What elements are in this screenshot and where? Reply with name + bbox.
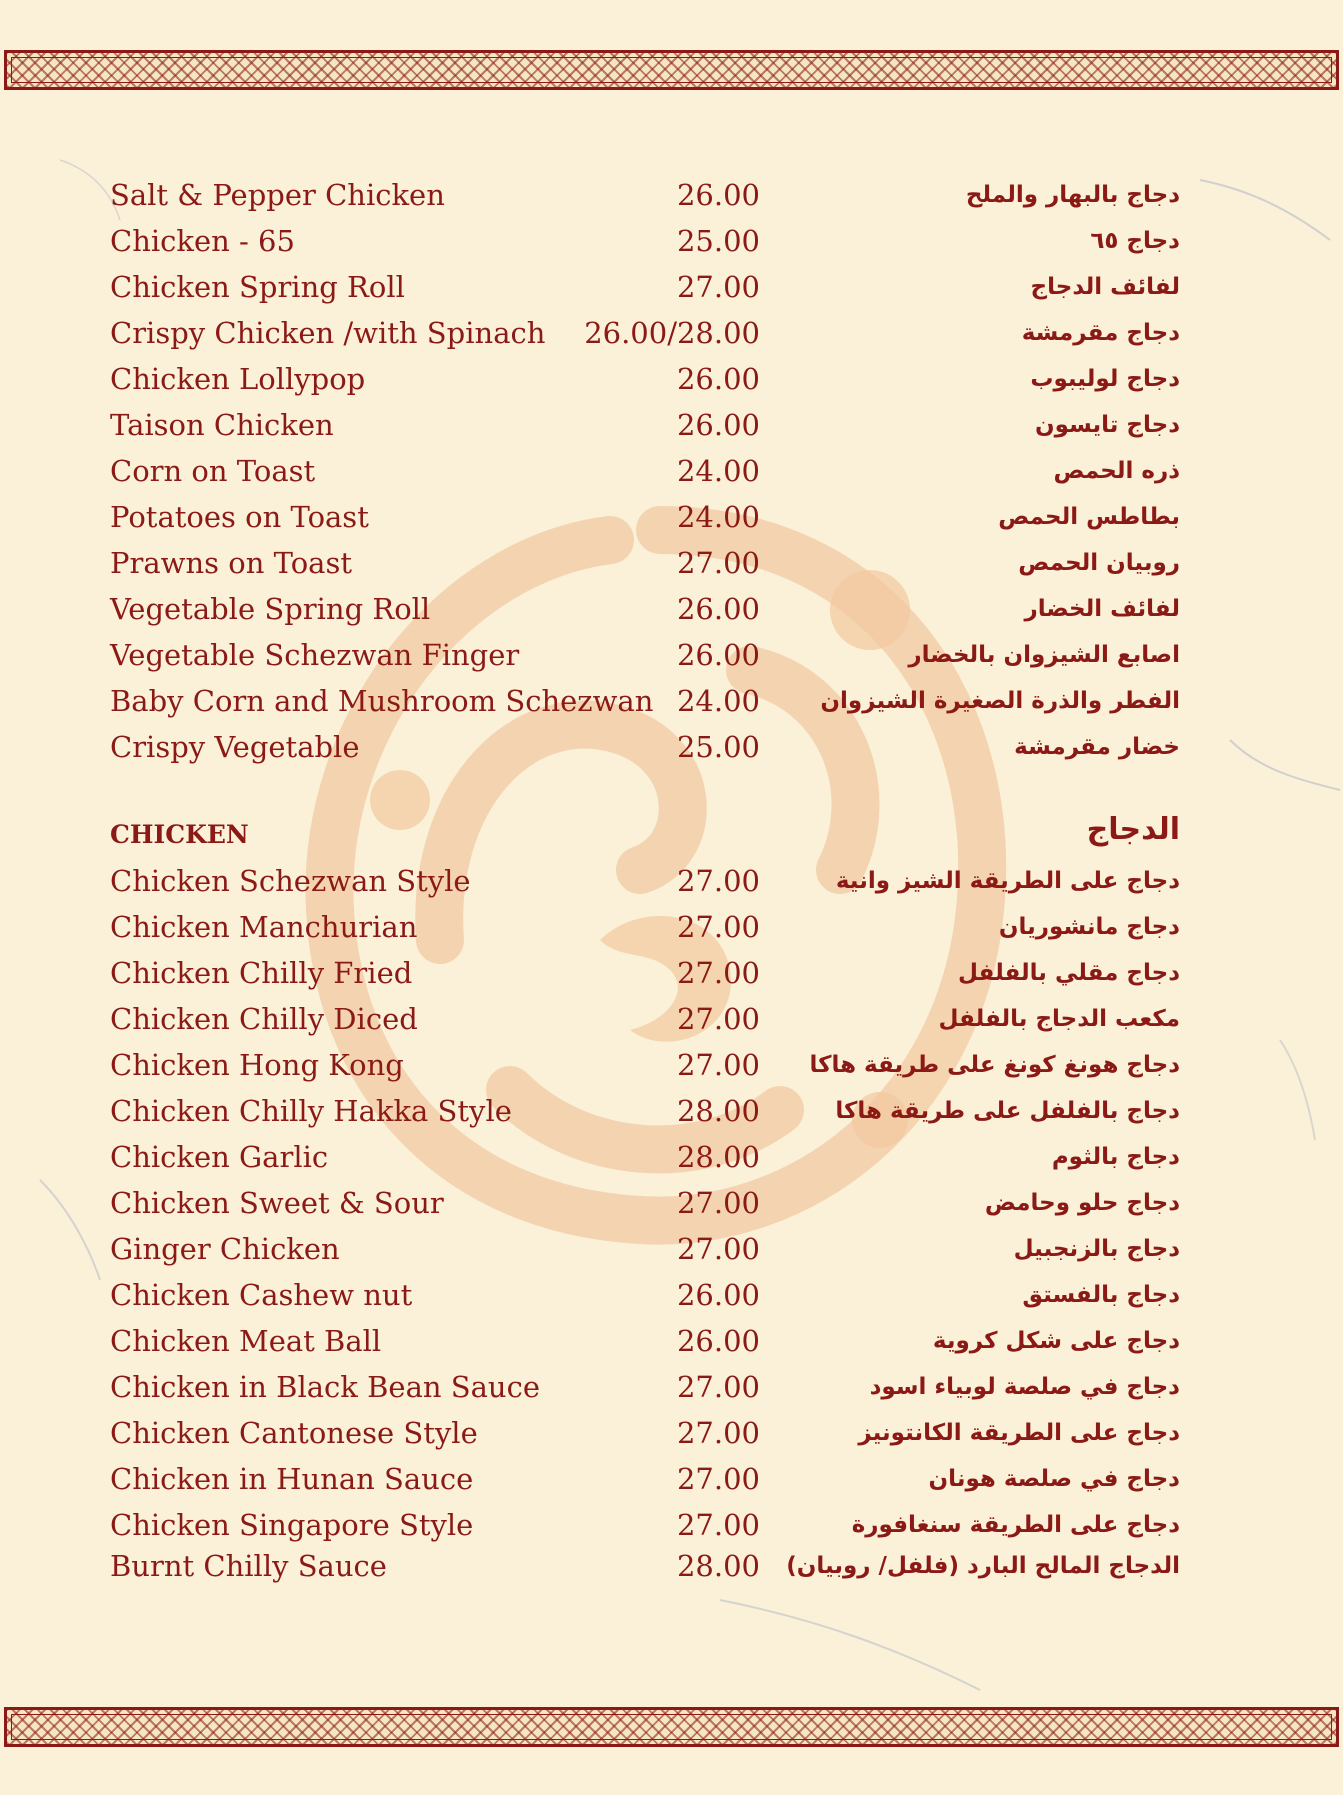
item-price: 24.00 [676,684,760,718]
item-name-ar: لفائف الدجاج [1030,274,1180,300]
section-title-en: CHICKEN [110,820,249,849]
item-name-en: Crispy Vegetable [110,730,360,764]
item-price: 26.00/28.00 [584,316,760,350]
item-price: 27.00 [676,956,760,990]
item-price: 26.00 [676,592,760,626]
menu-item [0,175,1343,215]
item-price: 27.00 [676,1186,760,1220]
item-price: 26.00 [676,1278,760,1312]
item-name-en: Corn on Toast [110,454,316,488]
item-price: 26.00 [676,408,760,442]
item-price: 25.00 [676,730,760,764]
menu-item [0,1546,1343,1586]
item-price: 27.00 [676,1232,760,1266]
item-price: 26.00 [676,1324,760,1358]
item-name-ar: لفائف الخضار [1024,596,1180,622]
item-price: 27.00 [676,270,760,304]
item-name-ar: دجاج بالفستق [1022,1282,1180,1308]
menu-item [0,953,1343,993]
menu-item [0,1137,1343,1177]
menu-item [0,497,1343,537]
item-price: 27.00 [676,1508,760,1542]
item-name-en: Baby Corn and Mushroom Schezwan [110,684,654,718]
item-name-ar: ذره الحمص [1053,458,1180,484]
item-price: 26.00 [676,638,760,672]
item-name-ar: روبيان الحمص [1018,550,1180,576]
item-name-ar: دجاج في صلصة لوبياء اسود [869,1374,1180,1400]
item-name-en: Chicken Chilly Hakka Style [110,1094,512,1128]
item-name-ar: مكعب الدجاج بالفلفل [938,1006,1180,1032]
item-name-ar: دجاج على الطريقة سنغافورة [851,1512,1180,1538]
item-name-ar: دجاج تايسون [1035,412,1180,438]
item-name-en: Chicken Schezwan Style [110,864,471,898]
decorative-border-top [4,50,1339,90]
menu-item [0,405,1343,445]
item-price: 26.00 [676,178,760,212]
item-name-en: Vegetable Schezwan Finger [110,638,520,672]
menu-item [0,1321,1343,1361]
menu-item [0,861,1343,901]
menu-item [0,313,1343,353]
menu-item [0,1505,1343,1545]
menu-item [0,1459,1343,1499]
item-price: 24.00 [676,454,760,488]
item-price: 27.00 [676,1002,760,1036]
item-price: 27.00 [676,1370,760,1404]
item-name-en: Chicken Sweet & Sour [110,1186,444,1220]
item-name-ar: دجاج حلو وحامض [984,1190,1180,1216]
item-price: 28.00 [676,1094,760,1128]
item-name-ar: دجاج على الطريقة الشيز وانية [835,868,1180,894]
item-name-en: Burnt Chilly Sauce [110,1549,387,1583]
menu-item [0,999,1343,1039]
menu-item [0,1275,1343,1315]
item-name-en: Crispy Chicken /with Spinach [110,316,546,350]
item-name-ar: الفطر والذرة الصغيرة الشيزوان [820,688,1180,714]
item-name-en: Chicken Spring Roll [110,270,405,304]
item-name-en: Salt & Pepper Chicken [110,178,445,212]
item-price: 27.00 [676,864,760,898]
item-name-en: Chicken Chilly Fried [110,956,413,990]
item-name-ar: دجاج في صلصة هونان [928,1466,1180,1492]
menu-item [0,681,1343,721]
item-name-en: Vegetable Spring Roll [110,592,431,626]
item-price: 27.00 [676,910,760,944]
item-name-ar: دجاج هونغ كونغ على طريقة هاكا [809,1052,1180,1078]
item-price: 25.00 [676,224,760,258]
item-price: 28.00 [676,1140,760,1174]
item-name-en: Prawns on Toast [110,546,352,580]
item-name-en: Chicken in Black Bean Sauce [110,1370,540,1404]
item-name-en: Chicken Hong Kong [110,1048,404,1082]
item-name-en: Chicken Manchurian [110,910,418,944]
item-price: 26.00 [676,362,760,396]
menu-item [0,1091,1343,1131]
item-name-en: Chicken Cashew nut [110,1278,413,1312]
item-name-en: Ginger Chicken [110,1232,340,1266]
menu-item [0,1045,1343,1085]
item-name-ar: اصابع الشيزوان بالخضار [908,642,1180,668]
item-name-ar: دجاج مقرمشة [1021,320,1180,346]
item-name-ar: دجاج لوليبوب [1030,366,1180,392]
item-name-ar: الدجاج المالح البارد (فلفل/ روبيان) [786,1553,1180,1579]
menu-item [0,543,1343,583]
item-price: 27.00 [676,1462,760,1496]
item-name-en: Chicken Lollypop [110,362,366,396]
item-name-ar: دجاج على الطريقة الكانتونيز [858,1420,1180,1446]
item-name-ar: دجاج مانشوريان [998,914,1180,940]
menu-item [0,1183,1343,1223]
item-price: 27.00 [676,1048,760,1082]
menu-item [0,359,1343,399]
item-name-ar: دجاج بالزنجبيل [1013,1236,1180,1262]
item-price: 27.00 [676,1416,760,1450]
item-name-ar: بطاطس الحمص [998,504,1180,530]
item-name-en: Potatoes on Toast [110,500,369,534]
item-name-en: Chicken - 65 [110,224,295,258]
section-title-ar: الدجاج [1086,812,1180,847]
menu-item [0,1413,1343,1453]
item-name-en: Chicken Singapore Style [110,1508,474,1542]
item-name-ar: دجاج مقلي بالفلفل [958,960,1180,986]
item-name-en: Chicken Meat Ball [110,1324,382,1358]
menu-item [0,1229,1343,1269]
item-name-ar: خضار مقرمشة [1014,734,1180,760]
menu-item [0,635,1343,675]
item-price: 24.00 [676,500,760,534]
item-name-ar: دجاج بالثوم [1051,1144,1180,1170]
item-name-ar: دجاج بالبهار والملح [965,182,1180,208]
menu-item [0,267,1343,307]
item-price: 27.00 [676,546,760,580]
item-name-ar: دجاج بالفلفل على طريقة هاكا [835,1098,1180,1124]
decorative-border-bottom [4,1707,1339,1747]
item-name-en: Taison Chicken [110,408,334,442]
menu-item [0,589,1343,629]
item-name-en: Chicken in Hunan Sauce [110,1462,474,1496]
item-name-ar: دجاج على شكل كروية [932,1328,1180,1354]
menu-item [0,451,1343,491]
menu-item [0,727,1343,767]
item-name-en: Chicken Chilly Diced [110,1002,418,1036]
menu-item [0,221,1343,261]
item-price: 28.00 [676,1549,760,1583]
item-name-en: Chicken Garlic [110,1140,329,1174]
menu-item [0,1367,1343,1407]
menu-item [0,907,1343,947]
item-name-en: Chicken Cantonese Style [110,1416,478,1450]
item-name-ar: دجاج ٦٥ [1090,228,1180,254]
